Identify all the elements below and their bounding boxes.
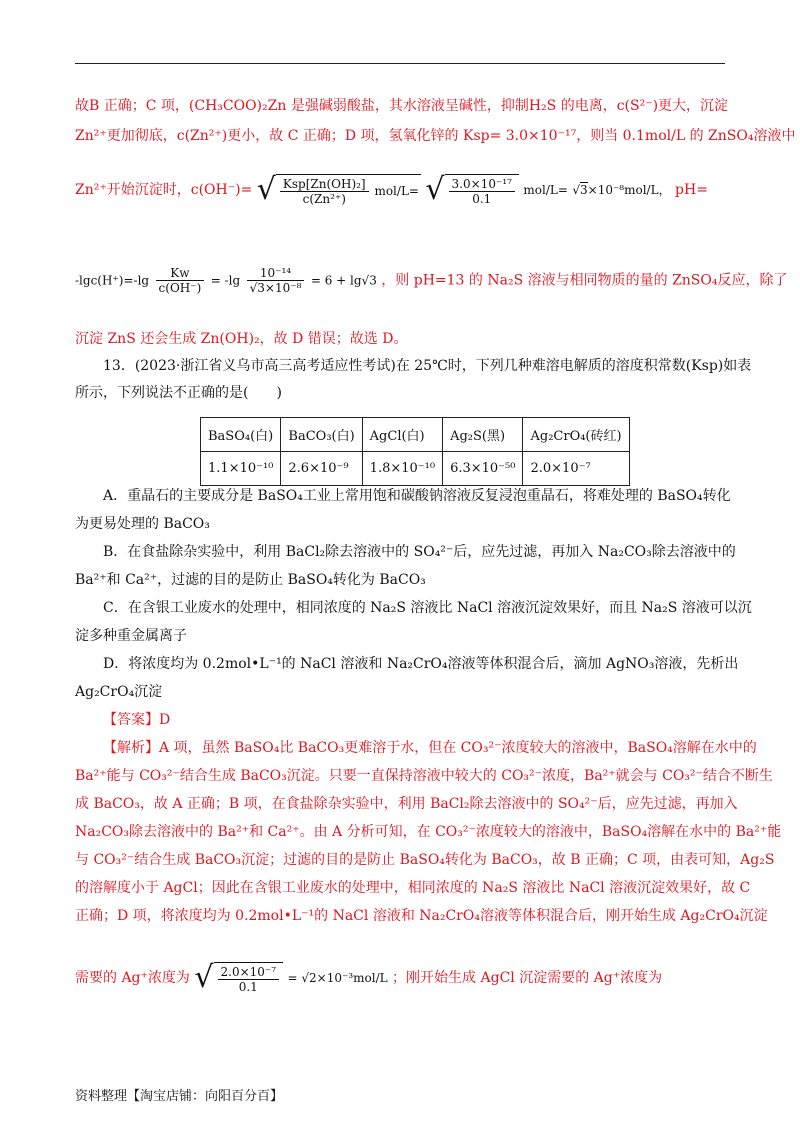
formula-part: = 6 + lg√3	[310, 273, 377, 288]
page-footer: 资料整理【淘宝店铺：向阳百分百】	[75, 1089, 284, 1104]
option-c-cont: 淀多种重金属离子	[75, 628, 187, 644]
explanation-line: 沉淀 ZnS 还会生成 Zn(OH)₂，故 D 错误；故选 D。	[75, 331, 408, 347]
ph-formula	[75, 266, 788, 295]
header-rule	[75, 63, 725, 64]
explanation-line: 故B 正确；C 项，(CH₃COO)₂Zn 是强碱弱酸盐，其水溶液呈碱性，抑制H₂S 的电离，c(S²⁻)更大，沉淀	[75, 98, 729, 114]
explanation-line: Na₂CO₃除去溶液中的 Ba²⁺和 Ca²⁺。由 A 分析可知，在 CO₃²⁻浓度较大的溶液中，BaSO₄溶解在水中的 Ba²⁺能	[75, 824, 782, 840]
table-cell: 1.1×10⁻¹⁰	[201, 452, 281, 486]
fraction-denominator: c(Zn²⁺)	[302, 192, 346, 206]
question-stem: 13．(2023·浙江省义乌市高三高考适应性考试)在 25℃时，下列几种难溶电解质的溶度积常数(Ksp)如表	[103, 358, 752, 374]
fraction-denominator: 0.1	[472, 192, 492, 206]
question-stem: 所示，下列说法不正确的是( )	[75, 385, 282, 401]
formula-part: = √2×10⁻³mol/L	[287, 971, 388, 985]
fraction-numerator: Ksp[Zn(OH)₂]	[280, 177, 369, 192]
formula-tail: ；刚开始生成 AgCl 沉淀需要的 Ag⁺浓度为	[392, 970, 663, 986]
option-b-cont: Ba²⁺和 Ca²⁺，过滤的目的是防止 BaSO₄转化为 BaCO₃	[75, 572, 426, 588]
table-header-cell: BaSO₄(白)	[201, 418, 281, 452]
formula-part: -lgc(H⁺)=-lg	[75, 273, 150, 288]
explanation-line: 成 BaCO₃，故 A 正确；B 项，在食盐除杂实验中，利用 BaCl₂除去溶液中的 SO₄²⁻后，应先过滤，再加入	[75, 796, 738, 812]
table-header-row	[201, 418, 630, 452]
answer-label: 【答案】D	[103, 712, 171, 728]
formula-part: = -lg	[210, 273, 241, 288]
table-cell: 2.0×10⁻⁷	[523, 452, 629, 486]
table-header-cell: BaCO₃(白)	[281, 418, 362, 452]
explanation-line: Ba²⁺能与 CO₃²⁻结合生成 BaCO₃沉淀。只要一直保持溶液中较大的 CO₃²⁻浓度，Ba²⁺就会与 CO₃²⁻结合不断生	[75, 768, 773, 784]
ag-concentration-formula	[75, 962, 662, 994]
explanation-line: 的溶解度小于 AgCl；因此在含银工业废水的处理中，相同浓度的 Na₂S 溶液比 NaCl 溶液沉淀效果好，故 C	[75, 880, 751, 896]
ph-label: pH=	[675, 182, 708, 198]
radicand: 3	[580, 183, 588, 197]
option-d: D．将浓度均为 0.2mol•L⁻¹的 NaCl 溶液和 Na₂CrO₄溶液等体积混合后，滴加 AgNO₃溶液，先析出	[103, 656, 739, 672]
sqrt-expression: √ $\frac{\text{2.0×10⁻⁷}}{0.1}$	[194, 962, 283, 994]
option-b: B．在食盐除杂实验中，利用 BaCl₂除去溶液中的 SO₄²⁻后，应先过滤，再加入 Na₂CO₃除去溶液中的	[103, 544, 736, 560]
unit-text: mol/L=	[374, 184, 419, 198]
option-a-cont: 为更易处理的 BaCO₃	[75, 516, 210, 532]
oh-concentration-formula: Zn²⁺开始沉淀时，c(OH⁻)= √ $\frac{\text{Ksp[Zn(OH)₂]}}{\text{c(Zn²⁺)}}$ mol/L= √ $\frac{\text{3.0×10⁻¹⁷}}{0.1}$ mol/L= √3×10⁻⁸mol/L， pH=	[75, 172, 708, 207]
fraction-numerator: Kw	[156, 266, 205, 281]
sqrt-expression: √ $\frac{\text{3.0×10⁻¹⁷}}{0.1}$	[425, 174, 519, 206]
fraction-denominator: √3×10⁻⁸	[249, 281, 302, 295]
explanation-line: 正确；D 项，将浓度均为 0.2mol•L⁻¹的 NaCl 溶液和 Na₂CrO₄溶液等体积混合后，刚开始生成 Ag₂CrO₄沉淀	[75, 908, 768, 924]
explanation-line: 与 CO₃²⁻结合生成 BaCO₃沉淀；过滤的目的是防止 BaSO₄转化为 BaCO₃，故 B 正确；C 项，由表可知，Ag₂S	[75, 852, 775, 868]
explanation-line: Zn²⁺更加彻底，c(Zn²⁺)更小，故 C 正确；D 项，氢氧化锌的 Ksp= 3.0×10⁻¹⁷，则当 0.1mol/L 的 ZnSO₄溶液中	[75, 128, 796, 144]
fraction-numerator: 2.0×10⁻⁷	[218, 965, 280, 980]
fraction-numerator: 3.0×10⁻¹⁷	[449, 177, 515, 192]
fraction-denominator: 0.1	[238, 980, 258, 994]
option-d-cont: Ag₂CrO₄沉淀	[75, 684, 163, 700]
table-row	[201, 452, 630, 486]
unit-text: mol/L=	[523, 183, 568, 197]
ksp-table	[200, 417, 630, 486]
table-cell: 2.6×10⁻⁹	[281, 452, 362, 486]
table-header-cell: Ag₂CrO₄(砖红)	[523, 418, 629, 452]
formula-prefix: 需要的 Ag⁺浓度为	[75, 970, 190, 986]
table-header-cell: AgCl(白)	[362, 418, 442, 452]
option-a: A．重晶石的主要成分是 BaSO₄工业上常用饱和碳酸钠溶液反复浸泡重晶石，将难处理的 BaSO₄转化	[103, 488, 731, 504]
option-c: C．在含银工业废水的处理中，相同浓度的 Na₂S 溶液比 NaCl 溶液沉淀效果好，而且 Na₂S 溶液可以沉	[103, 600, 752, 616]
table-cell: 6.3×10⁻⁵⁰	[443, 452, 523, 486]
formula-text: ，则 pH=13 的 Na₂S 溶液与相同物质的量的 ZnSO₄反应，除了	[381, 272, 788, 289]
sqrt-expression: √ $\frac{\text{Ksp[Zn(OH)₂]}}{\text{c(Zn²⁺)}}$ mol/L=	[256, 172, 419, 207]
explanation-line: 【解析】A 项，虽然 BaSO₄比 BaCO₃更难溶于水，但在 CO₃²⁻浓度较大的溶液中，BaSO₄溶解在水中的	[103, 740, 757, 756]
formula-prefix: Zn²⁺开始沉淀时，c(OH⁻)=	[75, 182, 253, 198]
table-header-cell: Ag₂S(黑)	[443, 418, 523, 452]
formula-tail: ×10⁻⁸mol/L，	[587, 183, 671, 197]
table-cell: 1.8×10⁻¹⁰	[362, 452, 442, 486]
fraction-denominator: c(OH⁻)	[158, 281, 202, 295]
fraction-numerator: 10⁻¹⁴	[247, 266, 305, 281]
